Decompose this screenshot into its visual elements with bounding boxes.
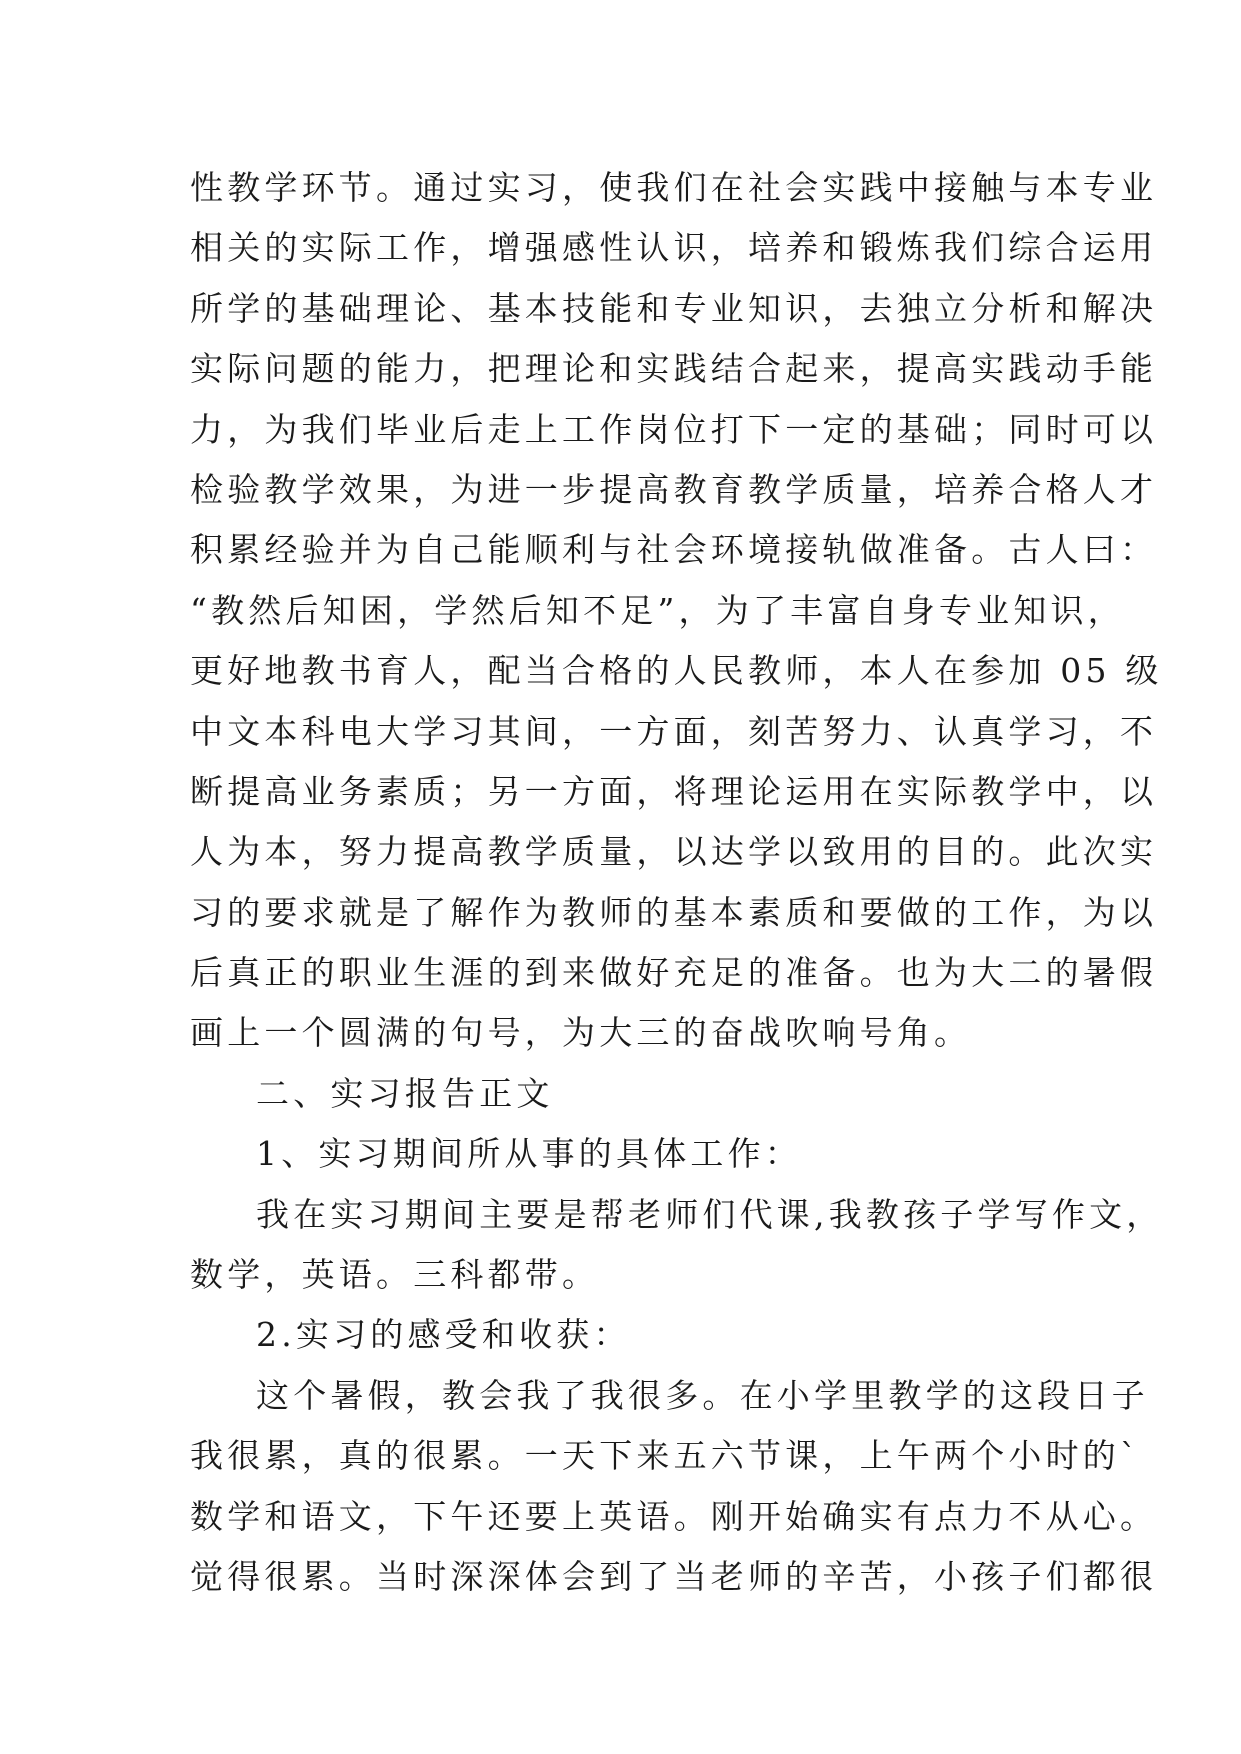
text-line: 力，为我们毕业后走上工作岗位打下一定的基础；同时可以	[190, 409, 1158, 449]
text-line: 习的要求就是了解作为教师的基本素质和要做的工作，为以	[190, 892, 1158, 932]
text-line: 相关的实际工作，增强感性认识，培养和锻炼我们综合运用	[190, 228, 1158, 268]
text-line: 断提高业务素质；另一方面，将理论运用在实际教学中，以	[190, 771, 1158, 811]
text-line: 积累经验并为自己能顺利与社会环境接轨做准备。古人曰：	[190, 530, 1158, 570]
text-line: 数学和语文，下午还要上英语。刚开始确实有点力不从心。	[190, 1496, 1158, 1536]
text-line: “教然后知困，学然后知不足”，为了丰富自身专业知识，	[190, 590, 1125, 630]
text-line: 中文本科电大学习其间，一方面，刻苦努力、认真学习，不	[190, 711, 1158, 751]
text-line: 觉得很累。当时深深体会到了当老师的辛苦，小孩子们都很	[190, 1556, 1158, 1596]
text-line: 这个暑假，教会我了我很多。在小学里教学的这段日子	[256, 1375, 1149, 1415]
text-line: 所学的基础理论、基本技能和专业知识，去独立分析和解决	[190, 288, 1158, 328]
body-text	[190, 158, 1164, 1607]
text-line: 2.实习的感受和收获：	[256, 1315, 631, 1355]
text-line: 后真正的职业生涯的到来做好充足的准备。也为大二的暑假	[190, 953, 1158, 993]
text-line: 数学，英语。三科都带。	[190, 1255, 600, 1295]
text-line: 1、实习期间所从事的具体工作：	[256, 1134, 802, 1174]
text-line: 人为本，努力提高教学质量，以达学以致用的目的。此次实	[190, 832, 1158, 872]
text-line: 更好地教书育人，配当合格的人民教师，本人在参加 05 级	[190, 651, 1163, 691]
text-line: 二、实习报告正文	[256, 1073, 554, 1113]
text-line: 性教学环节。通过实习，使我们在社会实践中接触与本专业	[190, 168, 1158, 207]
text-line: 检验教学效果，为进一步提高教育教学质量，培养合格人才	[190, 469, 1158, 509]
text-line: 我很累，真的很累。一天下来五六节课，上午两个小时的`	[190, 1436, 1141, 1476]
text-line: 画上一个圆满的句号，为大三的奋战吹响号角。	[190, 1013, 972, 1053]
text-line: 实际问题的能力，把理论和实践结合起来，提高实践动手能	[190, 349, 1158, 389]
text-line: 我在实习期间主要是帮老师们代课,我教孩子学写作文，	[256, 1194, 1164, 1234]
